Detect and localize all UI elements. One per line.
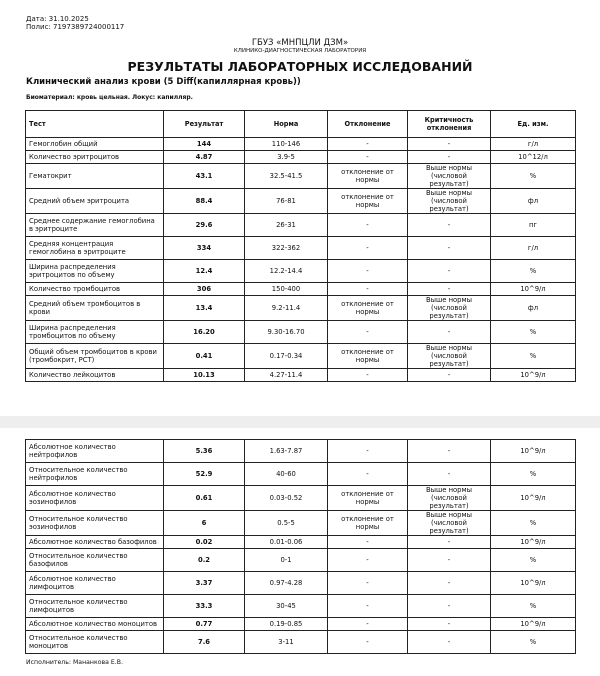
result-value: 7.6: [164, 631, 245, 654]
table-row: [26, 572, 576, 595]
table-row: [26, 618, 576, 631]
unit: %: [491, 549, 576, 572]
table-row: [26, 164, 576, 189]
unit: %: [491, 463, 576, 486]
deviation: отклонение от нормы: [328, 486, 408, 511]
test-name: Абсолютное количество нейтрофилов: [26, 440, 164, 463]
deviation: -: [328, 321, 408, 344]
unit: %: [491, 260, 576, 283]
unit: 10^9/л: [491, 369, 576, 382]
result-value: 0.41: [164, 344, 245, 369]
criticality: Выше нормы (числовой результат): [408, 164, 491, 189]
report-date: Дата: 31.10.2025: [26, 15, 89, 23]
deviation: отклонение от нормы: [328, 511, 408, 536]
result-value: 43.1: [164, 164, 245, 189]
result-value: 12.4: [164, 260, 245, 283]
table-row: [26, 296, 576, 321]
norm-range: 110-146: [245, 138, 328, 151]
test-name: Ширина распределения эритроцитов по объему: [26, 260, 164, 283]
norm-range: 0.03-0.52: [245, 486, 328, 511]
organization-name: ГБУЗ «МНПЦЛИ ДЗМ»: [251, 38, 349, 48]
table-row: [26, 260, 576, 283]
table-row: [26, 283, 576, 296]
test-name: Ширина распределения тромбоцитов по объему: [26, 321, 164, 344]
test-name: Количество тромбоцитов: [26, 283, 164, 296]
norm-range: 40-60: [245, 463, 328, 486]
norm-range: 9.30-16.70: [245, 321, 328, 344]
table-row: [26, 440, 576, 463]
result-value: 144: [164, 138, 245, 151]
biomaterial-info: Биоматериал: кровь цельная. Локус: капилляр.: [26, 94, 193, 101]
unit: фл: [491, 189, 576, 214]
unit: 10^9/л: [491, 618, 576, 631]
result-value: 0.77: [164, 618, 245, 631]
criticality: Выше нормы (числовой результат): [408, 296, 491, 321]
deviation: отклонение от нормы: [328, 296, 408, 321]
criticality: -: [408, 321, 491, 344]
unit: %: [491, 511, 576, 536]
criticality: -: [408, 440, 491, 463]
norm-range: 12.2-14.4: [245, 260, 328, 283]
deviation: -: [328, 618, 408, 631]
norm-range: 32.5-41.5: [245, 164, 328, 189]
deviation: -: [328, 151, 408, 164]
result-value: 5.36: [164, 440, 245, 463]
result-value: 13.4: [164, 296, 245, 321]
table-row: [26, 549, 576, 572]
test-name: Абсолютное количество моноцитов: [26, 618, 164, 631]
deviation: -: [328, 237, 408, 260]
table-row: [26, 595, 576, 618]
table-row: [26, 138, 576, 151]
test-name: Абсолютное количество базофилов: [26, 536, 164, 549]
deviation: -: [328, 572, 408, 595]
table-row: [26, 486, 576, 511]
norm-range: 26-31: [245, 214, 328, 237]
deviation: -: [328, 631, 408, 654]
analysis-title: Клинический анализ крови (5 Diff(капиллярная кровь)): [26, 77, 301, 87]
norm-range: 1.63-7.87: [245, 440, 328, 463]
col-header-result: Результат: [164, 111, 245, 138]
norm-range: 0-1: [245, 549, 328, 572]
result-value: 88.4: [164, 189, 245, 214]
deviation: -: [328, 260, 408, 283]
table-header-row: [26, 111, 576, 138]
table-row: [26, 631, 576, 654]
unit: %: [491, 631, 576, 654]
result-value: 52.9: [164, 463, 245, 486]
criticality: -: [408, 463, 491, 486]
result-value: 3.37: [164, 572, 245, 595]
table-row: [26, 151, 576, 164]
criticality: Выше нормы (числовой результат): [408, 511, 491, 536]
test-name: Относительное количество эозинофилов: [26, 511, 164, 536]
result-value: 33.3: [164, 595, 245, 618]
test-name: Относительное количество базофилов: [26, 549, 164, 572]
norm-range: 0.01-0.06: [245, 536, 328, 549]
test-name: Общий объем тромбоцитов в крови (тромбокрит, PCT): [26, 344, 164, 369]
unit: пг: [491, 214, 576, 237]
table-row: [26, 536, 576, 549]
criticality: -: [408, 595, 491, 618]
norm-range: 9.2-11.4: [245, 296, 328, 321]
deviation: -: [328, 463, 408, 486]
criticality: Выше нормы (числовой результат): [408, 189, 491, 214]
test-name: Средний объем тромбоцитов в крови: [26, 296, 164, 321]
unit: %: [491, 344, 576, 369]
norm-range: 76-81: [245, 189, 328, 214]
deviation: отклонение от нормы: [328, 344, 408, 369]
unit: %: [491, 321, 576, 344]
criticality: -: [408, 237, 491, 260]
deviation: -: [328, 549, 408, 572]
result-value: 334: [164, 237, 245, 260]
test-name: Количество лейкоцитов: [26, 369, 164, 382]
table-row: [26, 189, 576, 214]
norm-range: 3.9-5: [245, 151, 328, 164]
criticality: -: [408, 631, 491, 654]
criticality: -: [408, 138, 491, 151]
test-name: Количество эритроцитов: [26, 151, 164, 164]
test-name: Относительное количество лимфоцитов: [26, 595, 164, 618]
norm-range: 3-11: [245, 631, 328, 654]
criticality: -: [408, 618, 491, 631]
result-value: 0.02: [164, 536, 245, 549]
executor: Исполнитель: Мананкова Е.В.: [26, 659, 123, 666]
deviation: отклонение от нормы: [328, 164, 408, 189]
criticality: -: [408, 283, 491, 296]
criticality: -: [408, 369, 491, 382]
test-name: Абсолютное количество эозинофилов: [26, 486, 164, 511]
norm-range: 0.97-4.28: [245, 572, 328, 595]
table-row: [26, 214, 576, 237]
page-title: РЕЗУЛЬТАТЫ ЛАБОРАТОРНЫХ ИССЛЕДОВАНИЙ: [127, 59, 473, 74]
result-value: 29.6: [164, 214, 245, 237]
report-page-2: [0, 428, 600, 676]
unit: 10^9/л: [491, 536, 576, 549]
table-row: [26, 237, 576, 260]
deviation: -: [328, 536, 408, 549]
unit: 10^9/л: [491, 486, 576, 511]
result-value: 0.61: [164, 486, 245, 511]
unit: %: [491, 595, 576, 618]
criticality: -: [408, 536, 491, 549]
deviation: -: [328, 214, 408, 237]
results-table-1: [25, 110, 576, 382]
unit: 10^12/л: [491, 151, 576, 164]
unit: 10^9/л: [491, 283, 576, 296]
criticality: -: [408, 572, 491, 595]
norm-range: 4.27-11.4: [245, 369, 328, 382]
test-name: Среднее содержание гемоглобина в эритроците: [26, 214, 164, 237]
unit: 10^9/л: [491, 440, 576, 463]
unit: г/л: [491, 237, 576, 260]
criticality: -: [408, 260, 491, 283]
test-name: Относительное количество моноцитов: [26, 631, 164, 654]
criticality: Выше нормы (числовой результат): [408, 486, 491, 511]
result-value: 306: [164, 283, 245, 296]
result-value: 6: [164, 511, 245, 536]
result-value: 0.2: [164, 549, 245, 572]
deviation: -: [328, 369, 408, 382]
criticality: Выше нормы (числовой результат): [408, 344, 491, 369]
col-header-norm: Норма: [245, 111, 328, 138]
unit: фл: [491, 296, 576, 321]
unit: г/л: [491, 138, 576, 151]
result-value: 16.20: [164, 321, 245, 344]
criticality: -: [408, 214, 491, 237]
table-row: [26, 511, 576, 536]
norm-range: 0.19-0.85: [245, 618, 328, 631]
col-header-deviation: Отклонение: [328, 111, 408, 138]
deviation: отклонение от нормы: [328, 189, 408, 214]
norm-range: 0.17-0.34: [245, 344, 328, 369]
col-header-criticality: Критичность отклонения: [408, 111, 491, 138]
results-table-2: [25, 439, 576, 654]
col-header-test: Тест: [26, 111, 164, 138]
result-value: 10.13: [164, 369, 245, 382]
test-name: Относительное количество нейтрофилов: [26, 463, 164, 486]
table-row: [26, 369, 576, 382]
norm-range: 30-45: [245, 595, 328, 618]
test-name: Средняя концентрация гемоглобина в эритроците: [26, 237, 164, 260]
table-row: [26, 344, 576, 369]
test-name: Средний объем эритроцита: [26, 189, 164, 214]
test-name: Гематокрит: [26, 164, 164, 189]
result-value: 4.87: [164, 151, 245, 164]
deviation: -: [328, 595, 408, 618]
test-name: Абсолютное количество лимфоцитов: [26, 572, 164, 595]
table-row: [26, 463, 576, 486]
test-name: Гемоглобин общий: [26, 138, 164, 151]
laboratory-name: КЛИНИКО-ДИАГНОСТИЧЕСКАЯ ЛАБОРАТОРИЯ: [233, 48, 367, 54]
norm-range: 150-400: [245, 283, 328, 296]
deviation: -: [328, 138, 408, 151]
criticality: -: [408, 549, 491, 572]
col-header-unit: Ед. изм.: [491, 111, 576, 138]
criticality: -: [408, 151, 491, 164]
table-row: [26, 321, 576, 344]
unit: 10^9/л: [491, 572, 576, 595]
unit: %: [491, 164, 576, 189]
norm-range: 322-362: [245, 237, 328, 260]
deviation: -: [328, 283, 408, 296]
deviation: -: [328, 440, 408, 463]
norm-range: 0.5-5: [245, 511, 328, 536]
policy-number: Полис: 7197389724000117: [26, 23, 125, 31]
